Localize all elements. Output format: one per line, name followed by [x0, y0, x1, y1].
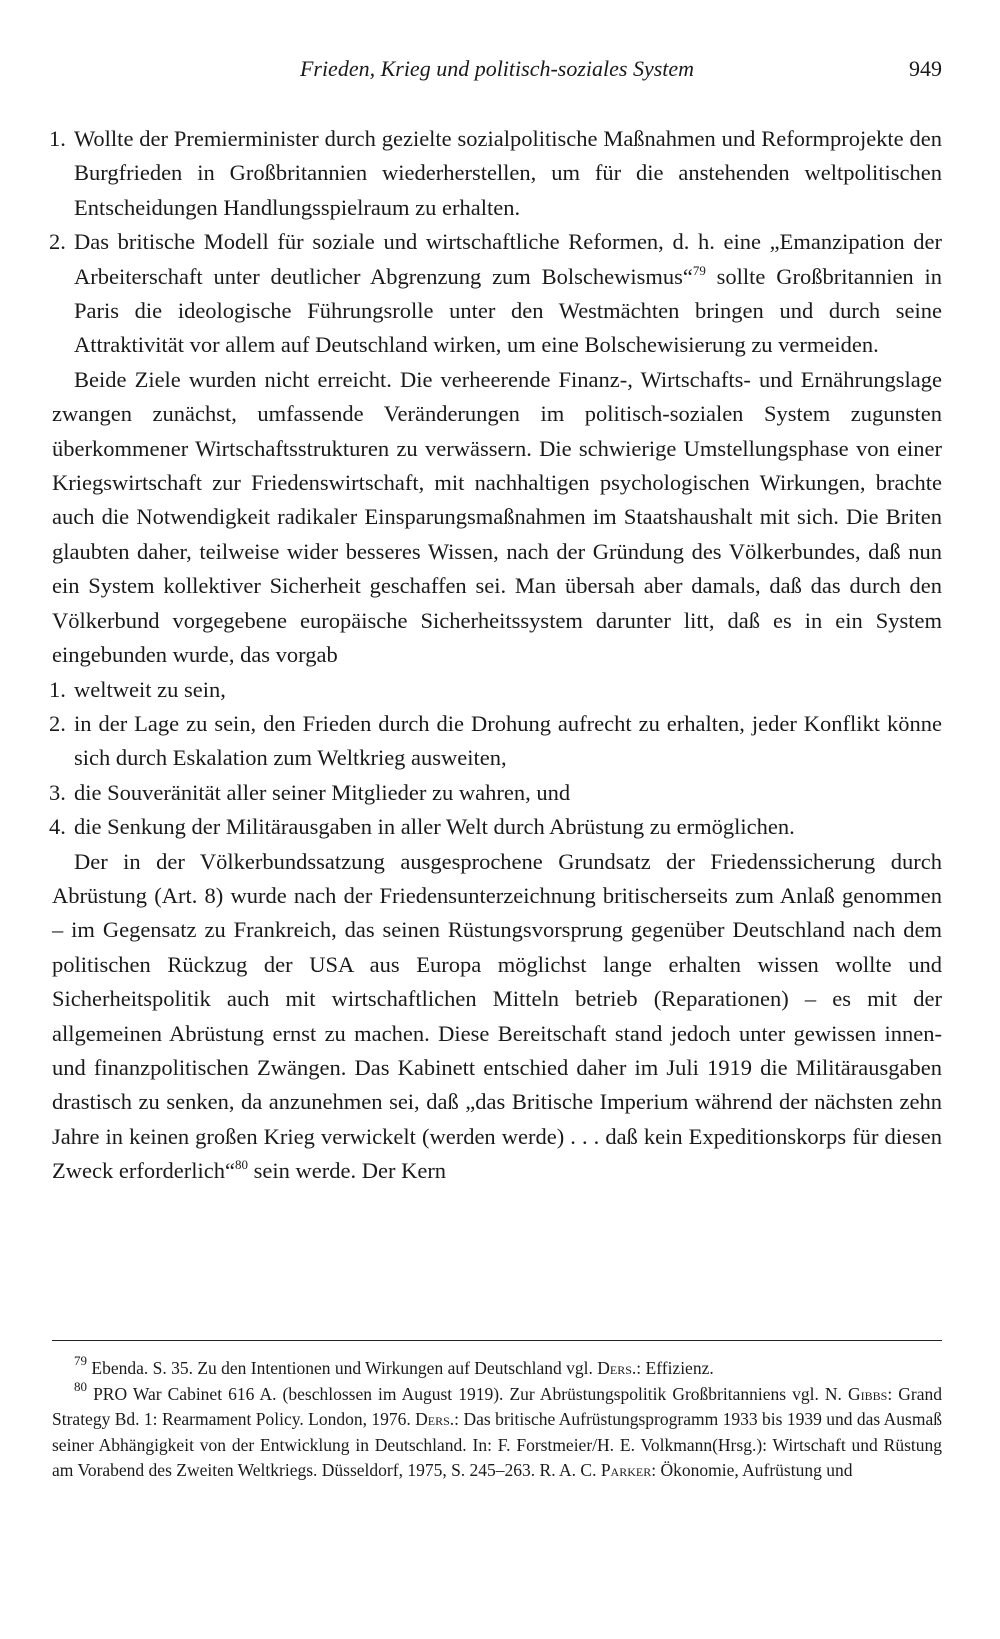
list-number: 1.: [49, 676, 66, 702]
list-item-1: [49, 673, 942, 707]
paragraph-text: Der in der Völkerbundssatzung ausgesprochene Grundsatz der Friedenssicherung durch Abrüstung (Art. 8) wurde nach der Friedensunterzeichnung britischerseits zum Anlaß genommen – im Gegensatz zu Frankreich, das seinen Rüstungsvorsprung gegenüber Deutschland nach dem politischen Rückzug der USA aus Europa möglichst lange erhalten wissen wollte und Sicherheitspolitik auch mit wirtschaftlichen Mitteln betrieb (Reparationen) – es mit der allgemeinen Abrüstung ernst zu machen. Diese Bereitschaft stand jedoch unter gewissen innen- und finanzpolitischen Zwängen. Das Kabinett entschied daher im Juli 1919 die Militärausgaben drastisch zu senken, da anzunehmen sei, daß „das Britische Imperium während der nächsten zehn Jahre in keinen großen Krieg verwickelt (werden werde) . . . daß kein Expeditionskorps für diesen Zweck erforderlich“: [52, 848, 942, 1184]
list-text: die Souveränität aller seiner Mitglieder zu wahren, und: [74, 779, 571, 805]
point-number: 2.: [49, 229, 66, 255]
list-item-2: [49, 707, 942, 776]
list-item-4: [49, 810, 942, 844]
footnote-text: Ebenda. S. 35. Zu den Intentionen und Wirkungen auf Deutschland vgl.: [87, 1358, 598, 1378]
author-name: Gibbs: [848, 1383, 888, 1404]
list-text: die Senkung der Militärausgaben in aller Welt durch Abrüstung zu ermöglichen.: [74, 814, 795, 840]
footnotes: [52, 1353, 942, 1484]
list-number: 4.: [49, 814, 66, 840]
main-text: [49, 122, 942, 1189]
footnote-text: : Grand Strategy Bd. 1: Rearmament Policy. London, 1976.: [52, 1383, 942, 1430]
author-name: Parker: [600, 1460, 652, 1481]
list-text: in der Lage zu sein, den Frieden durch die Drohung aufrecht zu erhalten, jeder Konflikt könne sich durch Eskalation zum Weltkrieg ausweiten,: [74, 710, 942, 771]
list-item-3: [49, 776, 942, 810]
list-text: weltweit zu sein,: [74, 676, 226, 702]
numbered-point-2: [49, 225, 942, 363]
page-number: 949: [909, 56, 942, 81]
footnote-80: [52, 1378, 942, 1484]
footnote-text: : Effizienz.: [636, 1358, 714, 1378]
footnote-number: 80: [74, 1378, 87, 1394]
point-text-continued: sollte Großbritannien in Paris die ideologische Führungsrolle unter den Westmächten bringen und durch seine Attraktivität vor allem auf Deutschland wirken, um eine Bolschewisierung zu vermeiden.: [74, 263, 942, 358]
paragraph: [52, 845, 942, 1189]
author-name: Ders.: [597, 1358, 637, 1378]
page-header: [52, 52, 942, 88]
footnote-text: PRO War Cabinet 616 A. (beschlossen im August 1919). Zur Abrüstungspolitik Großbritanniens vgl. N.: [87, 1383, 848, 1404]
footnote-79: [52, 1353, 942, 1382]
running-title: Frieden, Krieg und politisch-soziales System: [299, 56, 695, 81]
footnote-text: : Das britische Aufrüstungsprogramm 1933 bis 1939 und das Ausmaß seiner Abhängigkeit von der Entwicklung in Deutschland. In: F. Forstmeier/H. E. Volkmann(Hrsg.): Wirtschaft und Rüstung am Vorabend des Zweiten Weltkriegs. Düsseldorf, 1975, S. 245–263. R. A. C.: [52, 1409, 942, 1481]
footnote-divider: [52, 1340, 942, 1341]
list-number: 2.: [49, 710, 66, 736]
paragraph: Beide Ziele wurden nicht erreicht. Die verheerende Finanz-, Wirtschafts- und Ernährungslage zwangen zunächst, umfassende Veränderungen im politisch-sozialen System zugunsten überkommener Wirtschaftsstrukturen zu verwässern. Die schwierige Umstellungsphase von einer Kriegswirtschaft zur Friedenswirtschaft, mit nachhaltigen psychologischen Wirkungen, brachte auch die Notwendigkeit radikaler Einsparungsmaßnahmen im Staatshaushalt mit sich. Die Briten glaubten daher, teilweise wider besseres Wissen, nach der Gründung des Völkerbundes, daß nun ein System kollektiver Sicherheit geschaffen sei. Man übersah aber damals, daß das durch den Völkerbund vorgegebene europäische Sicherheitssystem darunter litt, daß es in ein System eingebunden wurde, das vorgab: [52, 366, 942, 668]
footnote-text: : Ökonomie, Aufrüstung und: [651, 1460, 853, 1481]
author-name: Ders.: [415, 1409, 455, 1430]
footnote-ref-80: 80: [235, 1157, 249, 1173]
list-number: 3.: [49, 779, 66, 805]
point-text: Das britische Modell für soziale und wirtschaftliche Reformen, d. h. eine „Emanzipation der Arbeiterschaft unter deutlicher Abgrenzung zum Bolschewismus“: [74, 229, 942, 289]
point-number: 1.: [49, 126, 66, 151]
footnote-number: 79: [74, 1353, 87, 1368]
numbered-point-1: [49, 122, 942, 225]
footnote-ref-79: 79: [692, 262, 706, 278]
paragraph-text-continued: sein werde. Der Kern: [248, 1158, 447, 1184]
point-text: Wollte der Premierminister durch gezielte sozialpolitische Maßnahmen und Reformprojekte den Burgfrieden in Großbritannien wiederherstellen, um für die anstehenden weltpolitischen Entscheidungen Handlungsspielraum zu erhalten.: [74, 126, 942, 220]
